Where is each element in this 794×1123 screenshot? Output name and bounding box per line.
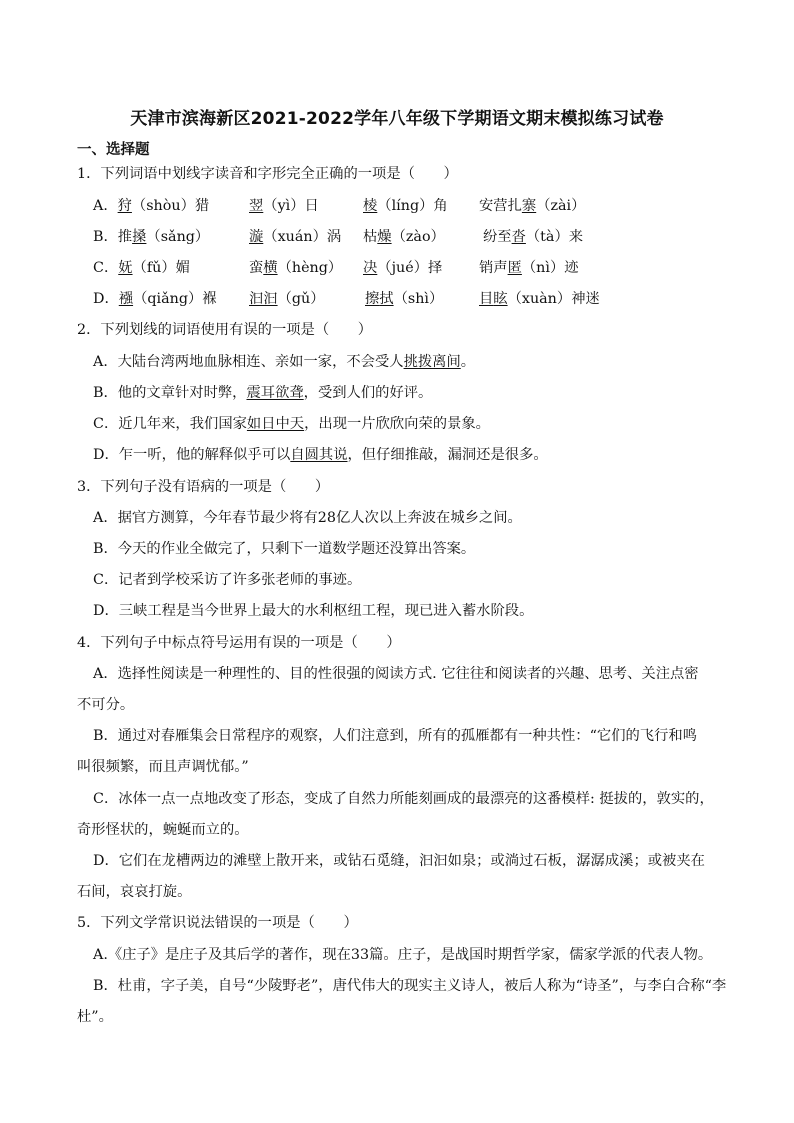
question-2-option-c: C．近几年来，我们国家如日中天，出现一片欣欣向荣的景象。 <box>93 416 490 432</box>
question-3-option-b: B．今天的作业全做完了，只剩下一道数学题还没算出答案。 <box>93 541 476 557</box>
question-4-option-c-cont: 奇形怪状的，蜿蜒而立的。 <box>77 822 249 838</box>
question-3-option-c: C．记者到学校采访了许多张老师的事迹。 <box>93 572 362 588</box>
section-heading: 一、选择题 <box>77 142 150 158</box>
question-5-option-a: A.《庄子》是庄子及其后学的著作，现在33篇。庄子，是战国时期哲学家，儒家学派的代表人物。 <box>93 947 713 963</box>
question-4-option-a: A．选择性阅读是一种理性的、目的性很强的阅读方式. 它往往和阅读者的兴趣、思考、关注点密 <box>93 666 699 682</box>
question-5-stem: 5．下列文学常识说法错误的一项是（ ） <box>77 915 358 931</box>
question-3-option-a: A．据官方测算，今年春节最少将有28亿人次以上奔波在城乡之间。 <box>93 510 522 526</box>
exam-page: 天津市滨海新区2021-2022学年八年级下学期语文期末模拟练习试卷 一、选择题 1．下列词语中划线字读音和字形完全正确的一项是（ ） A．狩（shòu）猎 翌（yì）日 棱（líng）角 安营扎寨（zài） B．推搡（sǎng） 漩（xuán）涡 枯燥（zào） 纷至沓（tà）来 C．妩（fǔ）媚 蛮横（hèng） 决（jué）择 销声匿（nì）迹 D．襁（qiǎng）褓 汩汩（gǔ） 擦拭（shì） 目眩（xuàn）神迷 2．下列划线的词语使用有误的一项是（ ） A．大陆台湾两地血脉相连、亲如一家，不会受人挑拨离间。 B．他的文章针对时弊，震耳欲聋，受到人们的好评。 C．近几年来，我们国家如日中天，出现一片欣欣向荣的景象。 D．乍一听，他的解释似乎可以自圆其说，但仔细推敲，漏洞还是很多。 3．下列句子没有语病的一项是（ ） A．据官方测算，今年春节最少将有28亿人次以上奔波在城乡之间。 B．今天的作业全做完了，只剩下一道数学题还没算出答案。 C．记者到学校采访了许多张老师的事迹。 D．三峡工程是当今世界上最大的水利枢纽工程，现已进入蓄水阶段。 4．下列句子中标点符号运用有误的一项是（ ） A．选择性阅读是一种理性的、目的性很强的阅读方式. 它往往和阅读者的兴趣、思考、关注点密 不可分。 B．通过对春雁集会日常程序的观察，人们注意到，所有的孤雁都有一种共性：“它们的飞行和鸣 叫很频繁，而且声调忧郁。” C．冰体一点一点地改变了形态，变成了自然力所能刻画成的最漂亮的这番模样: 挺拔的，敦实的， 奇形怪状的，蜿蜒而立的。 D．它们在龙槽两边的滩壁上散开来，或钻石觅缝，汩汩如泉；或淌过石板，潺潺成溪；或被夹在 石间，哀哀打旋。 5．下列文学常识说法错误的一项是（ ） A.《庄子》是庄子及其后学的著作，现在33篇。庄子，是战国时期哲学家，儒家学派的代表人物。 B．杜甫，字子美，自号“少陵野老”，唐代伟大的现实主义诗人，被后人称为“诗圣”，与李白合称“李 杜”。 <box>0 0 794 1123</box>
question-2-option-d: D．乍一听，他的解释似乎可以自圆其说，但仔细推敲，漏洞还是很多。 <box>93 447 548 463</box>
question-4-option-d: D．它们在龙槽两边的滩壁上散开来，或钻石觅缝，汩汩如泉；或淌过石板，潺潺成溪；或被夹在 <box>93 853 705 869</box>
question-2-option-a: A．大陆台湾两地血脉相连、亲如一家，不会受人挑拨离间。 <box>93 354 476 370</box>
question-4-option-b-cont: 叫很频繁，而且声调忧郁。” <box>77 759 249 775</box>
question-1-stem: 1．下列词语中划线字读音和字形完全正确的一项是（ ） <box>77 166 458 182</box>
question-3-stem: 3．下列句子没有语病的一项是（ ） <box>77 479 330 495</box>
question-4-option-a-cont: 不可分。 <box>77 697 135 713</box>
question-2-option-b: B．他的文章针对时弊，震耳欲聋，受到人们的好评。 <box>93 385 433 401</box>
question-5-option-b: B．杜甫，字子美，自号“少陵野老”，唐代伟大的现实主义诗人，被后人称为“诗圣”，与李白合称“李 <box>93 978 727 994</box>
question-4-option-c: C．冰体一点一点地改变了形态，变成了自然力所能刻画成的最漂亮的这番模样: 挺拔的，敦实的， <box>93 791 714 807</box>
exam-title: 天津市滨海新区2021-2022学年八年级下学期语文期末模拟练习试卷 <box>130 109 664 129</box>
question-5-option-b-cont: 杜”。 <box>77 1009 113 1025</box>
question-4-stem: 4．下列句子中标点符号运用有误的一项是（ ） <box>77 635 401 651</box>
question-3-option-d: D．三峡工程是当今世界上最大的水利枢纽工程，现已进入蓄水阶段。 <box>93 603 534 619</box>
question-4-option-b: B．通过对春雁集会日常程序的观察，人们注意到，所有的孤雁都有一种共性：“它们的飞行和鸣 <box>93 728 697 744</box>
question-4-option-d-cont: 石间，哀哀打旋。 <box>77 884 192 900</box>
question-2-stem: 2．下列划线的词语使用有误的一项是（ ） <box>77 322 373 338</box>
